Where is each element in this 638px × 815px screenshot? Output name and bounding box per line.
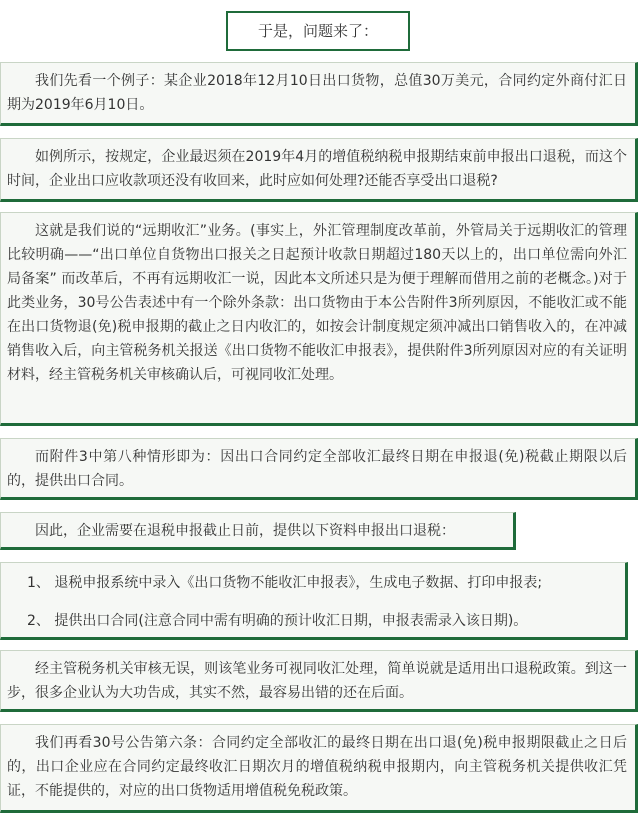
paragraph-attachment3 bbox=[0, 438, 638, 500]
paragraph-text: 这就是我们说的“远期收汇”业务。(事实上，外汇管理制度改革前，外管局关于远期收汇的管理比较明确——“出口单位自货物出口报关之日起预计收款日期超过180天以上的，出口单位需向外汇局备案” 而改革后，不再有远期收汇一说，因此本文所述只是为便于理解而借用之前的老概念。)对于此类业务，30号公告表述中有一个除外条款：出口货物由于本公告附件3所列原因，不能收汇或不能在出口货物退(免)税申报期的截止之日内收汇的，如按会计制度规定须冲减出口销售收入的，在冲减销售收入后，向主管税务机关报送《出口货物不能收汇申报表》，提供附件3所列原因对应的有关证明材料，经主管税务机关审核确认后，可视同收汇处理。 bbox=[7, 223, 627, 383]
list-item: 2、 提供出口合同(注意合同中需有明确的预计收汇日期，申报表需录入该日期)。 bbox=[27, 613, 528, 629]
paragraph-text: 如例所示，按规定，企业最迟须在2019年4月的增值税纳税申报期结束前申报出口退税，而这个时间，企业出口应收款项还没有收回来，此时应如何处理?还能否享受出口退税? bbox=[7, 149, 627, 189]
required-documents-list bbox=[0, 562, 628, 640]
paragraph-therefore bbox=[0, 512, 516, 550]
paragraph-example bbox=[0, 62, 638, 126]
paragraph-article-six bbox=[0, 724, 638, 813]
paragraph-long-term-collection bbox=[0, 212, 638, 426]
paragraph-text: 而附件3中第八种情形即为：因出口合同约定全部收汇最终日期在申报退(免)税截止期限以后的，提供出口合同。 bbox=[7, 449, 627, 489]
section-title bbox=[226, 11, 410, 51]
paragraph-text: 我们先看一个例子：某企业2018年12月10日出口货物，总值30万美元，合同约定外商付汇日期为2019年6月10日。 bbox=[7, 73, 627, 113]
paragraph-text: 经主管税务机关审核无误，则该笔业务可视同收汇处理，简单说就是适用出口退税政策。到这一步，很多企业认为大功告成，其实不然，最容易出错的还在后面。 bbox=[7, 661, 627, 701]
section-title-text: 于是，问题来了： bbox=[257, 22, 378, 40]
paragraph-review bbox=[0, 650, 638, 712]
paragraph-text: 因此，企业需要在退税申报截止日前，提供以下资料申报出口退税： bbox=[35, 523, 455, 539]
paragraph-text: 我们再看30号公告第六条：合同约定全部收汇的最终日期在出口退(免)税申报期限截止之日后的，出口企业应在合同约定最终收汇日期次月的增值税纳税申报期内，向主管税务机关提供收汇凭证，不能提供的，对应的出口货物适用增值税免税政策。 bbox=[7, 735, 627, 799]
list-item: 1、 退税申报系统中录入《出口货物不能收汇申报表》，生成电子数据、打印申报表; bbox=[27, 575, 543, 591]
paragraph-question bbox=[0, 138, 638, 202]
